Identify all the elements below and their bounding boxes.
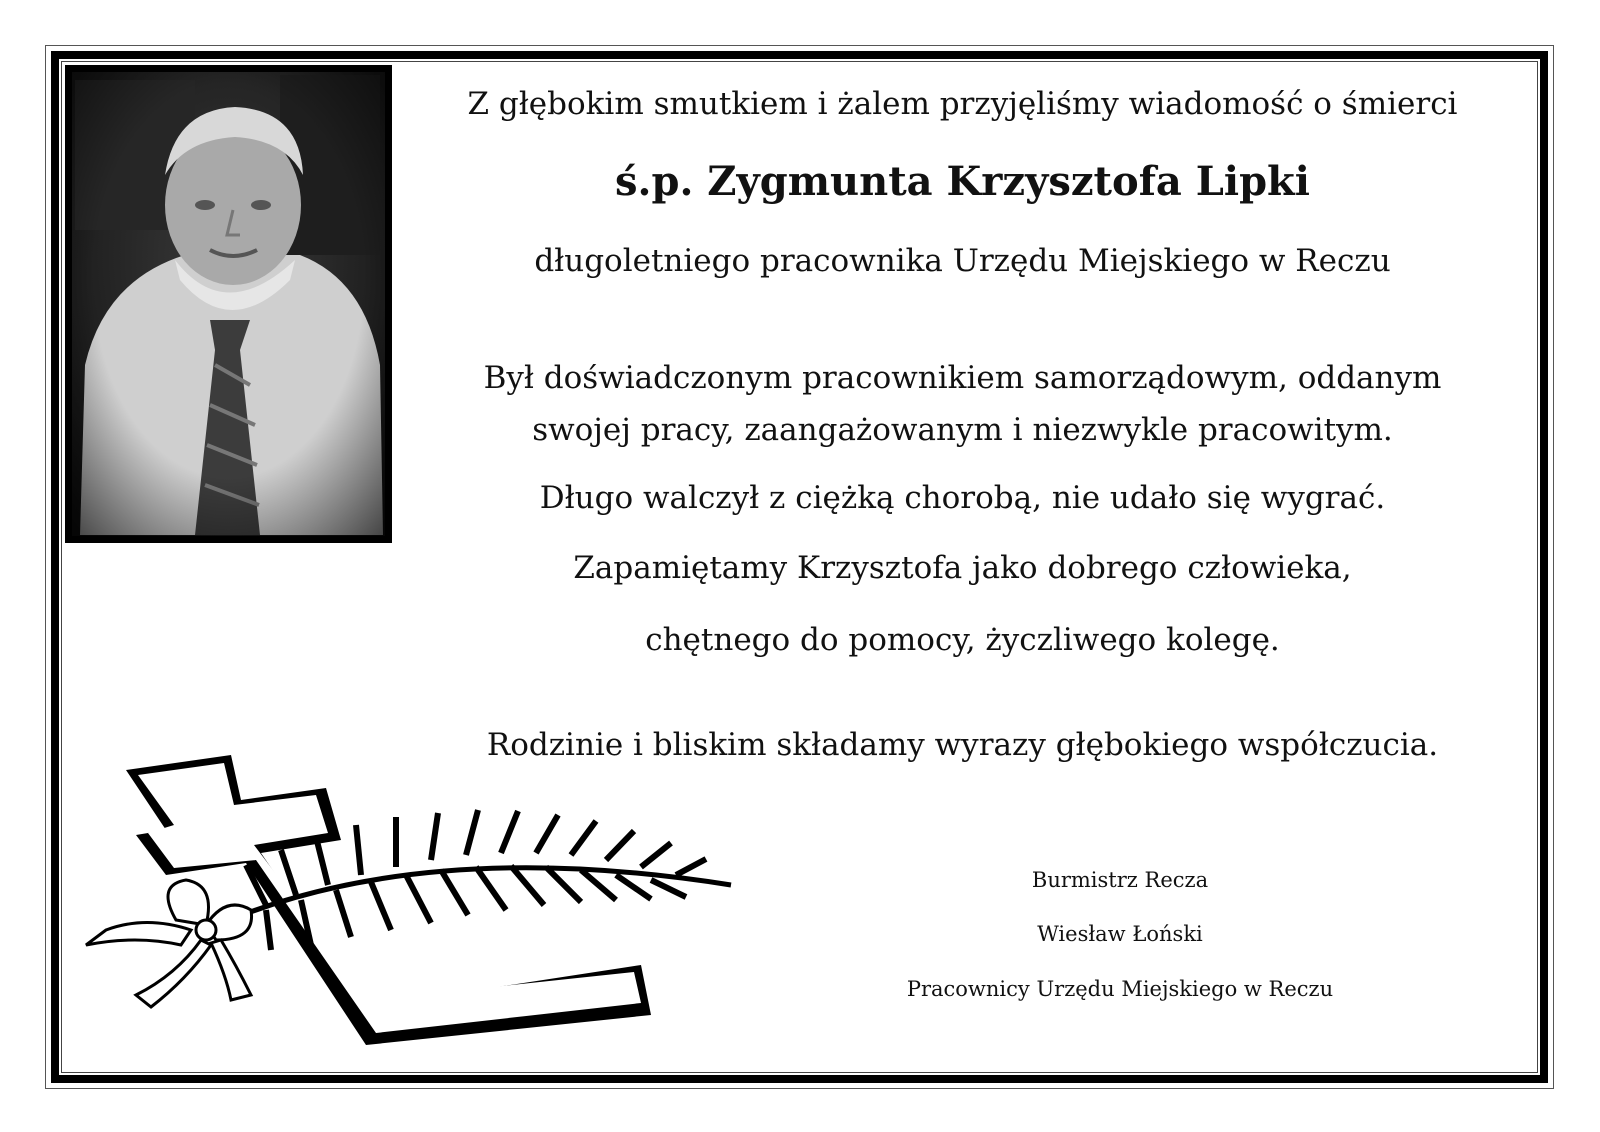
deceased-role: długoletniego pracownika Urzędu Miejskiego w Reczu [534, 243, 1391, 279]
tribute-line-2: swojej pracy, zaangażowanym i niezwykle pracowitym. [532, 412, 1393, 448]
tribute-line-5: chętnego do pomocy, życzliwego kolegę. [645, 622, 1280, 658]
signature-staff: Pracownicy Urzędu Miejskiego w Reczu [906, 977, 1334, 1001]
signature-title: Burmistrz Recza [1031, 868, 1209, 892]
intro-line: Z głębokim smutkiem i żalem przyjęliśmy wiadomość o śmierci [467, 86, 1458, 122]
tribute-line-1: Był doświadczonym pracownikiem samorządowym, oddanym [483, 360, 1442, 396]
deceased-name: ś.p. Zygmunta Krzysztofa Lipki [615, 158, 1310, 205]
tribute-line-4: Zapamiętamy Krzysztofa jako dobrego człowieka, [573, 550, 1352, 586]
cross-emblem [66, 745, 756, 1069]
portrait-photo [65, 65, 392, 543]
condolences-line: Rodzinie i bliskim składamy wyrazy głębokiego współczucia. [486, 727, 1439, 763]
ribbon-bow-icon [86, 880, 252, 1007]
signature-name: Wiesław Łoński [1037, 922, 1203, 946]
tribute-line-3: Długo walczył z ciężką chorobą, nie udało się wygrać. [539, 480, 1386, 516]
